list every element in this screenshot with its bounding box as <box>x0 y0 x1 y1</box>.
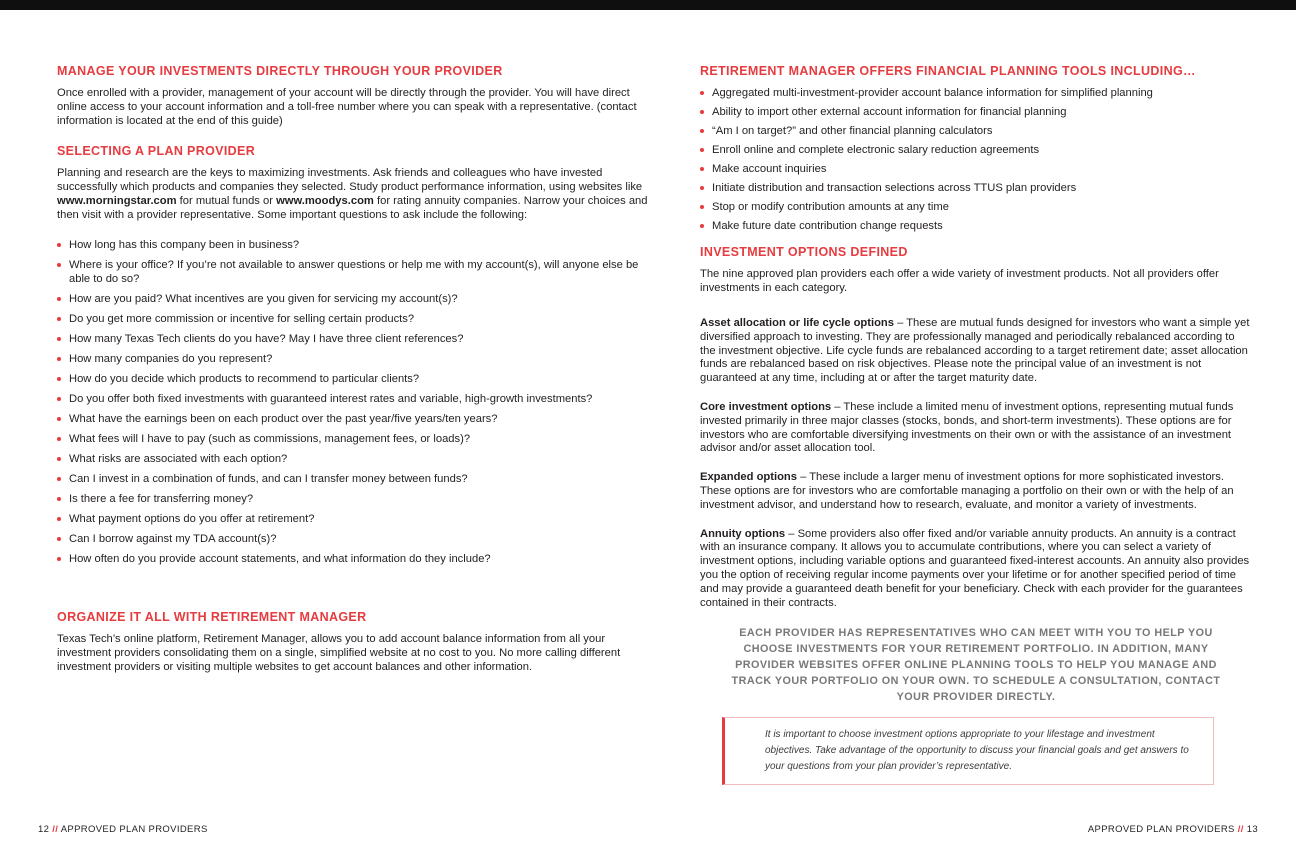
tool-text: Enroll online and complete electronic salary reduction agreements <box>712 144 1040 156</box>
tool-item <box>700 124 1252 138</box>
question-text: What payment options do you offer at retirement? <box>69 513 315 525</box>
tool-item <box>700 219 1252 233</box>
footer-separator: // <box>52 824 59 835</box>
footer-page-13 <box>1088 824 1258 835</box>
question-text: Do you offer both fixed investments with guaranteed interest rates and variable, high-growth investments? <box>69 393 593 405</box>
question-item <box>57 412 657 426</box>
question-item <box>57 258 657 286</box>
question-text: What have the earnings been on each product over the past year/five years/ten years? <box>69 413 498 425</box>
question-item <box>57 312 657 326</box>
tool-text: Initiate distribution and transaction selections across TTUS plan providers <box>712 182 1077 194</box>
paragraph-manage-investments: Once enrolled with a provider, management of your account will be directly through the provider. You will have direct online access to your account information and a toll-free number where you can speak with a representative. (contact information is located at the end of this guide) <box>57 87 637 127</box>
question-text: Can I invest in a combination of funds, and can I transfer money between funds? <box>69 473 468 485</box>
question-item <box>57 292 657 306</box>
tool-text: Ability to import other external account information for financial planning <box>712 106 1067 118</box>
question-text: What fees will I have to pay (such as commissions, management fees, or loads)? <box>69 433 471 445</box>
tool-text: “Am I on target?” and other financial planning calculators <box>712 125 993 137</box>
footer-label: APPROVED PLAN PROVIDERS <box>60 824 208 835</box>
bullet-icon <box>700 186 704 190</box>
footer-separator: // <box>1237 824 1244 835</box>
paragraph-text: for rating annuity companies. Narrow your choices and then visit with a provider representative. Some important questions to ask include the following: <box>57 195 648 221</box>
question-text: How often do you provide account statements, and what information do they include? <box>69 553 491 565</box>
tool-text: Aggregated multi-investment-provider account balance information for simplified planning <box>712 87 1153 99</box>
bullet-icon <box>57 317 61 321</box>
link-morningstar: www.morningstar.com <box>57 195 177 207</box>
bullet-icon <box>57 417 61 421</box>
question-item <box>57 392 657 406</box>
bullet-icon <box>57 497 61 501</box>
definition-text: – Some providers also offer fixed and/or variable annuity products. An annuity is a contract with an insurance company. It allows you to accumulate contributions, where you can select a variety of investment options, including variable options and guaranteed fixed-interest accounts. An annuity also provides you the option of receiving regular income payments over your lifetime or for another specified period of time and may provide a guaranteed death benefit for your beneficiary. Check with each provider for the guarantees contained in their contracts. <box>700 527 1250 609</box>
definition-term: Expanded options <box>700 471 797 484</box>
question-text: Is there a fee for transferring money? <box>69 493 254 505</box>
provider-questions-list <box>57 238 657 566</box>
question-text: How many companies do you represent? <box>69 353 273 365</box>
bullet-icon <box>700 129 704 133</box>
question-text: How do you decide which products to recommend to particular clients? <box>69 373 420 385</box>
definition-paragraph <box>700 471 1252 512</box>
bullet-icon <box>700 167 704 171</box>
page-13-column <box>700 64 1252 785</box>
tool-item <box>700 143 1252 157</box>
definition-term: Asset allocation or life cycle options <box>700 317 894 329</box>
heading-retirement-manager: ORGANIZE IT ALL WITH RETIREMENT MANAGER <box>57 610 367 624</box>
tool-text: Make account inquiries <box>712 163 827 175</box>
question-item <box>57 452 657 466</box>
definition-paragraph <box>700 401 1252 456</box>
bullet-icon <box>57 397 61 401</box>
tool-text: Make future date contribution change requests <box>712 220 943 232</box>
question-item <box>57 332 657 346</box>
bullet-icon <box>57 437 61 441</box>
link-moodys: www.moodys.com <box>276 195 374 207</box>
paragraph-options-intro: The nine approved plan providers each offer a wide variety of investment products. Not all providers offer investments in each category. <box>700 268 1219 294</box>
question-item <box>57 352 657 366</box>
question-text: How long has this company been in business? <box>69 239 300 251</box>
definition-term: Core investment options <box>700 400 832 413</box>
definitions-list <box>700 317 1252 610</box>
advice-note-box <box>722 717 1214 785</box>
bullet-icon <box>57 477 61 481</box>
bullet-icon <box>57 357 61 361</box>
bullet-icon <box>700 110 704 114</box>
paragraph-retirement-manager: Texas Tech’s online platform, Retirement Manager, allows you to add account balance information from all your investment providers consolidating them on a single, simplified website at no cost to you. No more calling different investment providers or visiting multiple websites to get account balances and other information. <box>57 633 621 673</box>
bullet-icon <box>700 205 704 209</box>
heading-planning-tools: RETIREMENT MANAGER OFFERS FINANCIAL PLANNING TOOLS INCLUDING… <box>700 64 1196 78</box>
bullet-icon <box>57 377 61 381</box>
question-item <box>57 432 657 446</box>
question-text: How many Texas Tech clients do you have? May I have three client references? <box>69 333 464 345</box>
tool-item <box>700 105 1252 119</box>
top-black-bar <box>0 0 1296 10</box>
heading-selecting-provider: SELECTING A PLAN PROVIDER <box>57 144 256 158</box>
question-item <box>57 552 657 566</box>
question-text: Can I borrow against my TDA account(s)? <box>69 533 277 545</box>
question-item <box>57 238 657 252</box>
advice-note-text: It is important to choose investment options appropriate to your lifestage and investment objectives. Take advantage of the opportunity to discuss your financial goals and get answers to your questions from your plan provider’s representative. <box>765 729 1189 773</box>
definition-text: – These include a larger menu of investment options for more sophisticated investors. These options are for investors who are comfortable managing a portfolio on their own or with the help of an investment advisor, and understand how to research, evaluate, and monitor a variety of investments. <box>700 471 1234 511</box>
question-text: What risks are associated with each option? <box>69 453 288 465</box>
page-12-column <box>57 64 657 690</box>
paragraph-text: Planning and research are the keys to maximizing investments. Ask friends and colleagues who have invested successfully which products and companies they selected. Study product performance information, using websites like <box>57 167 643 193</box>
bullet-icon <box>700 91 704 95</box>
definition-paragraph <box>700 317 1252 386</box>
question-item <box>57 512 657 526</box>
bullet-icon <box>57 557 61 561</box>
bullet-icon <box>700 224 704 228</box>
question-item <box>57 492 657 506</box>
bullet-icon <box>57 537 61 541</box>
bullet-icon <box>57 457 61 461</box>
planning-tools-list <box>700 86 1252 233</box>
bullet-icon <box>57 243 61 247</box>
tool-item <box>700 181 1252 195</box>
question-item <box>57 372 657 386</box>
footer-label: APPROVED PLAN PROVIDERS <box>1087 824 1235 835</box>
heading-manage-investments: MANAGE YOUR INVESTMENTS DIRECTLY THROUGH YOUR PROVIDER <box>57 64 503 78</box>
bullet-icon <box>57 263 61 267</box>
definition-term: Annuity options <box>700 527 786 540</box>
tool-text: Stop or modify contribution amounts at any time <box>712 201 949 213</box>
question-text: How are you paid? What incentives are you given for servicing my account(s)? <box>69 293 458 305</box>
paragraph-text: for mutual funds or <box>176 195 277 207</box>
paragraph-selecting-provider <box>57 166 657 222</box>
tool-item <box>700 200 1252 214</box>
bullet-icon <box>700 148 704 152</box>
page-number: 13 <box>1246 824 1258 835</box>
question-text: Where is your office? If you’re not available to answer questions or help me with my account(s), will anyone else be able to do so? <box>69 259 639 285</box>
definition-text: – These include a limited menu of investment options, representing mutual funds invested primarily in three major classes (stocks, bonds, and short-term investments). These options are for investors who are comfortable diversifying investments on their own or with the assistance of an investment advisor and/or asset allocation tool. <box>700 400 1234 455</box>
definition-paragraph <box>700 528 1252 611</box>
consultation-callout: EACH PROVIDER HAS REPRESENTATIVES WHO CAN MEET WITH YOU TO HELP YOU CHOOSE INVESTMENTS FOR YOUR RETIREMENT PORTFOLIO. IN ADDITION, MANY PROVIDER WEBSITES OFFER ONLINE PLANNING TOOLS TO HELP YOU MANAGE AND TRACK YOUR PORTFOLIO ON YOUR OWN. TO SCHEDULE A CONSULTATION, CONTACT YOUR PROVIDER DIRECTLY. <box>731 627 1221 704</box>
question-text: Do you get more commission or incentive for selling certain products? <box>69 313 415 325</box>
bullet-icon <box>57 517 61 521</box>
definition-text: – These are mutual funds designed for investors who want a simple yet diversified approach to investing. They are professionally managed and periodically rebalanced according to the investment objective. Life cycle funds are rebalanced according to a target retirement date; asset allocation funds are rebalanced based on risk objectives. Please note the principal value of an investment is not guaranteed at any time, including at or after the target maturity date. <box>700 317 1250 385</box>
bullet-icon <box>57 337 61 341</box>
tool-item <box>700 86 1252 100</box>
question-item <box>57 472 657 486</box>
footer-page-12 <box>38 824 208 835</box>
question-item <box>57 532 657 546</box>
bullet-icon <box>57 297 61 301</box>
tool-item <box>700 162 1252 176</box>
heading-investment-options: INVESTMENT OPTIONS DEFINED <box>700 245 908 259</box>
page-number: 12 <box>38 824 50 835</box>
